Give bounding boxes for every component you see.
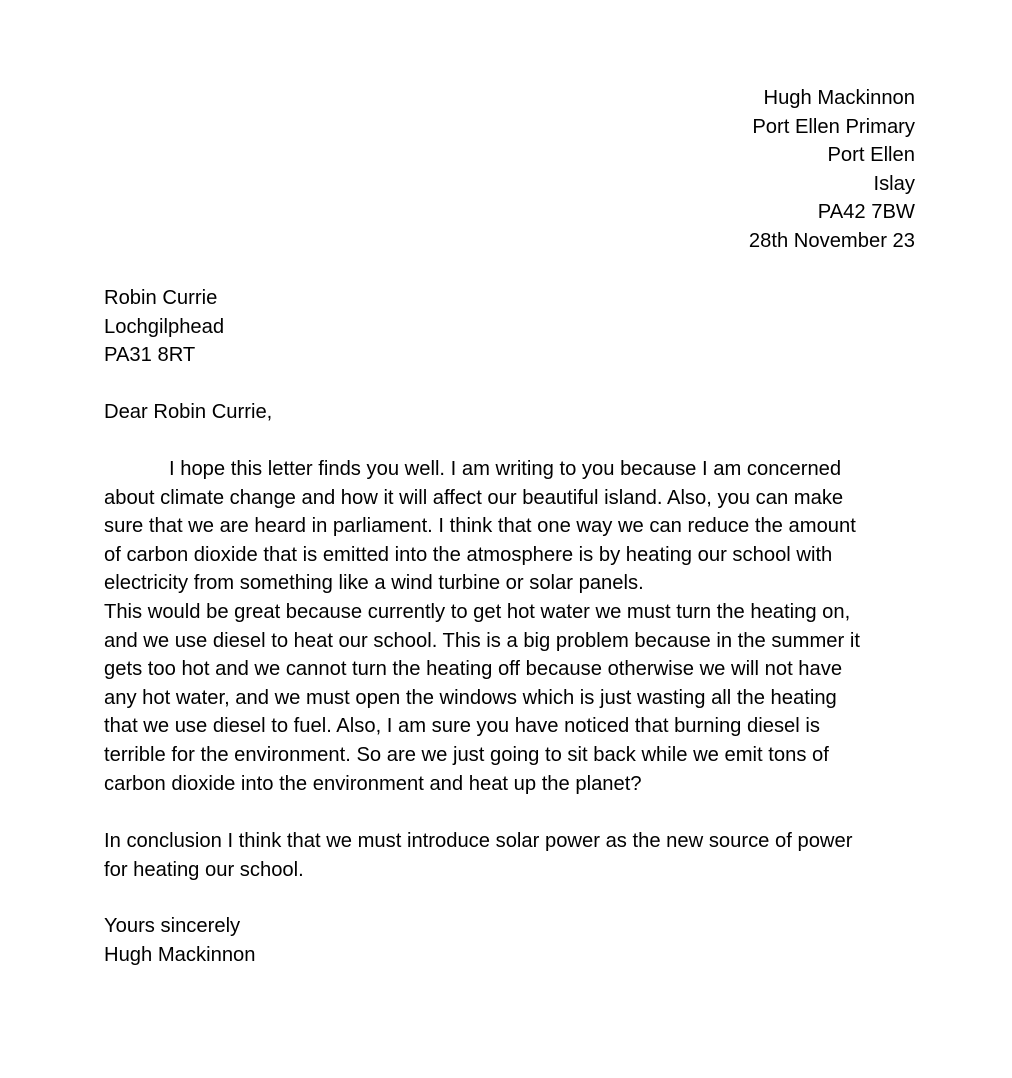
paragraph-line: electricity from something like a wind turbine or solar panels.	[104, 572, 644, 595]
sender-address-block	[749, 84, 915, 256]
paragraph-line: that we use diesel to fuel. Also, I am sure you have noticed that burning diesel is	[104, 715, 820, 738]
paragraph-line: any hot water, and we must open the windows which is just wasting all the heating	[104, 686, 837, 709]
paragraph-line: about climate change and how it will affect our beautiful island. Also, you can make	[104, 486, 844, 509]
salutation: Dear Robin Currie,	[104, 401, 273, 423]
paragraph-line: terrible for the environment. So are we just going to sit back while we emit tons of	[104, 743, 829, 766]
sender-name: Hugh Mackinnon	[763, 87, 915, 109]
recipient-address-block	[104, 284, 224, 370]
signoff: Yours sincerely	[104, 915, 241, 937]
paragraph-line: and we use diesel to heat our school. This is a big problem because in the summer it	[104, 629, 860, 652]
recipient-postcode: PA31 8RT	[104, 344, 196, 367]
recipient-town: Lochgilphead	[104, 315, 225, 338]
letter-date: 28th November 23	[748, 229, 915, 252]
paragraph-line: gets too hot and we cannot turn the heating off because otherwise we will not have	[104, 658, 843, 681]
paragraph-line: This would be great because currently to get hot water we must turn the heating on,	[104, 600, 851, 623]
recipient-name: Robin Currie	[104, 287, 218, 309]
paragraph-line: for heating our school.	[104, 858, 304, 881]
paragraph-line: In conclusion I think that we must introduce solar power as the new source of power	[104, 830, 853, 852]
letter-body	[104, 455, 924, 798]
sender-postcode: PA42 7BW	[817, 201, 915, 224]
signature-name: Hugh Mackinnon	[104, 943, 256, 966]
sender-island: Islay	[873, 172, 915, 195]
sender-town: Port Ellen	[827, 144, 915, 167]
closing-block	[104, 912, 256, 969]
sender-school: Port Ellen Primary	[752, 115, 915, 138]
paragraph-line: I hope this letter finds you well. I am writing to you because I am concerned	[169, 458, 842, 480]
paragraph-line: of carbon dioxide that is emitted into the atmosphere is by heating our school with	[104, 543, 833, 566]
paragraph-line: carbon dioxide into the environment and heat up the planet?	[104, 772, 642, 795]
paragraph-line: sure that we are heard in parliament. I think that one way we can reduce the amount	[104, 515, 856, 538]
conclusion-paragraph	[104, 827, 924, 884]
